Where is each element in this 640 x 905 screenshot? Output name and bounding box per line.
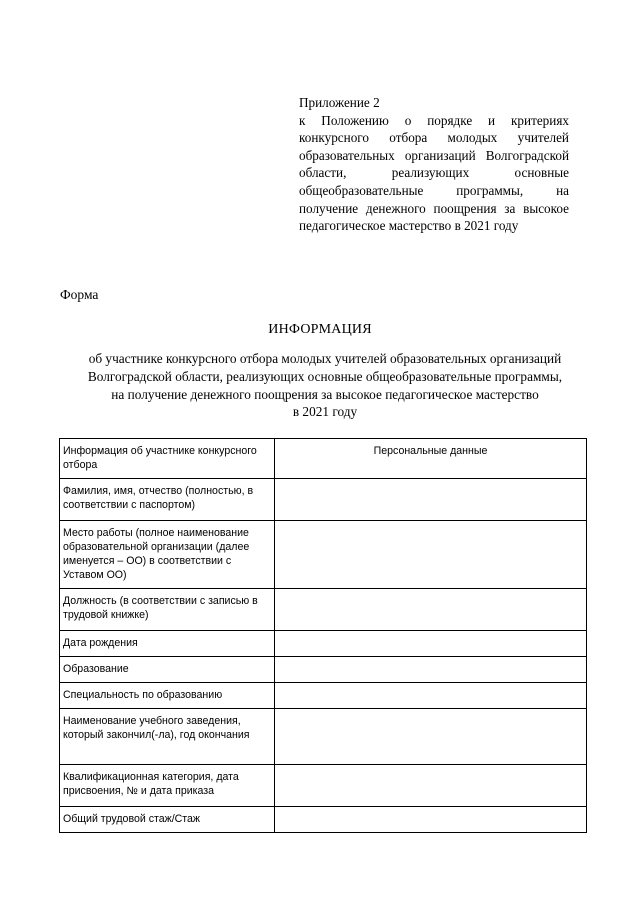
form-label: Форма [60,287,99,302]
appendix-block [299,94,569,235]
subheading-line: Волгоградской области, реализующих основные общеобразовательные программы, [87,368,563,384]
table-row [60,765,587,807]
header-info-cell: Информация об участнике конкурсного отбора [60,439,275,479]
subheading-line: об участнике конкурсного отбора молодых учителей образовательных организаций [88,351,562,366]
subheading-line: в 2021 году [292,404,358,420]
row-label: Должность (в соответствии с записью в трудовой книжке) [60,589,275,631]
table-row [60,807,587,833]
table-row [60,589,587,631]
document-subheading [60,350,590,421]
row-label: Общий трудовой стаж/Стаж [60,807,275,833]
table-row [60,657,587,683]
row-value[interactable] [275,479,587,521]
participant-info-table [59,438,587,833]
appendix-text: к Положению о порядке и критериях конкурсного отбора молодых учителей образовательных организаций Волгоградской области, реализующих основные общеобразовательные программы, на получение денежного поощрения за высокое педагогическое мастерство в 2021 году [299,112,569,234]
row-label: Наименование учебного заведения, который закончил(-ла), год окончания [60,709,275,765]
appendix-title: Приложение 2 [299,95,380,110]
row-value[interactable] [275,765,587,807]
row-label: Дата рождения [60,631,275,657]
table-row [60,709,587,765]
subheading-line: на получение денежного поощрения за высокое педагогическое мастерство [111,386,539,402]
row-value[interactable] [275,807,587,833]
table-row [60,631,587,657]
row-value[interactable] [275,521,587,589]
document-heading: ИНФОРМАЦИЯ [268,322,372,337]
header-personal-data-cell: Персональные данные [275,439,587,479]
row-value[interactable] [275,683,587,709]
row-label: Специальность по образованию [60,683,275,709]
row-label: Образование [60,657,275,683]
row-value[interactable] [275,589,587,631]
row-value[interactable] [275,657,587,683]
row-label: Квалификационная категория, дата присвоения, № и дата приказа [60,765,275,807]
row-value[interactable] [275,709,587,765]
table-header-row [60,439,587,479]
table-row [60,479,587,521]
table-row [60,521,587,589]
row-label: Фамилия, имя, отчество (полностью, в соответствии с паспортом) [60,479,275,521]
table-row [60,683,587,709]
row-label: Место работы (полное наименование образовательной организации (далее именуется – ОО) в соответствии с Уставом ОО) [60,521,275,589]
row-value[interactable] [275,631,587,657]
